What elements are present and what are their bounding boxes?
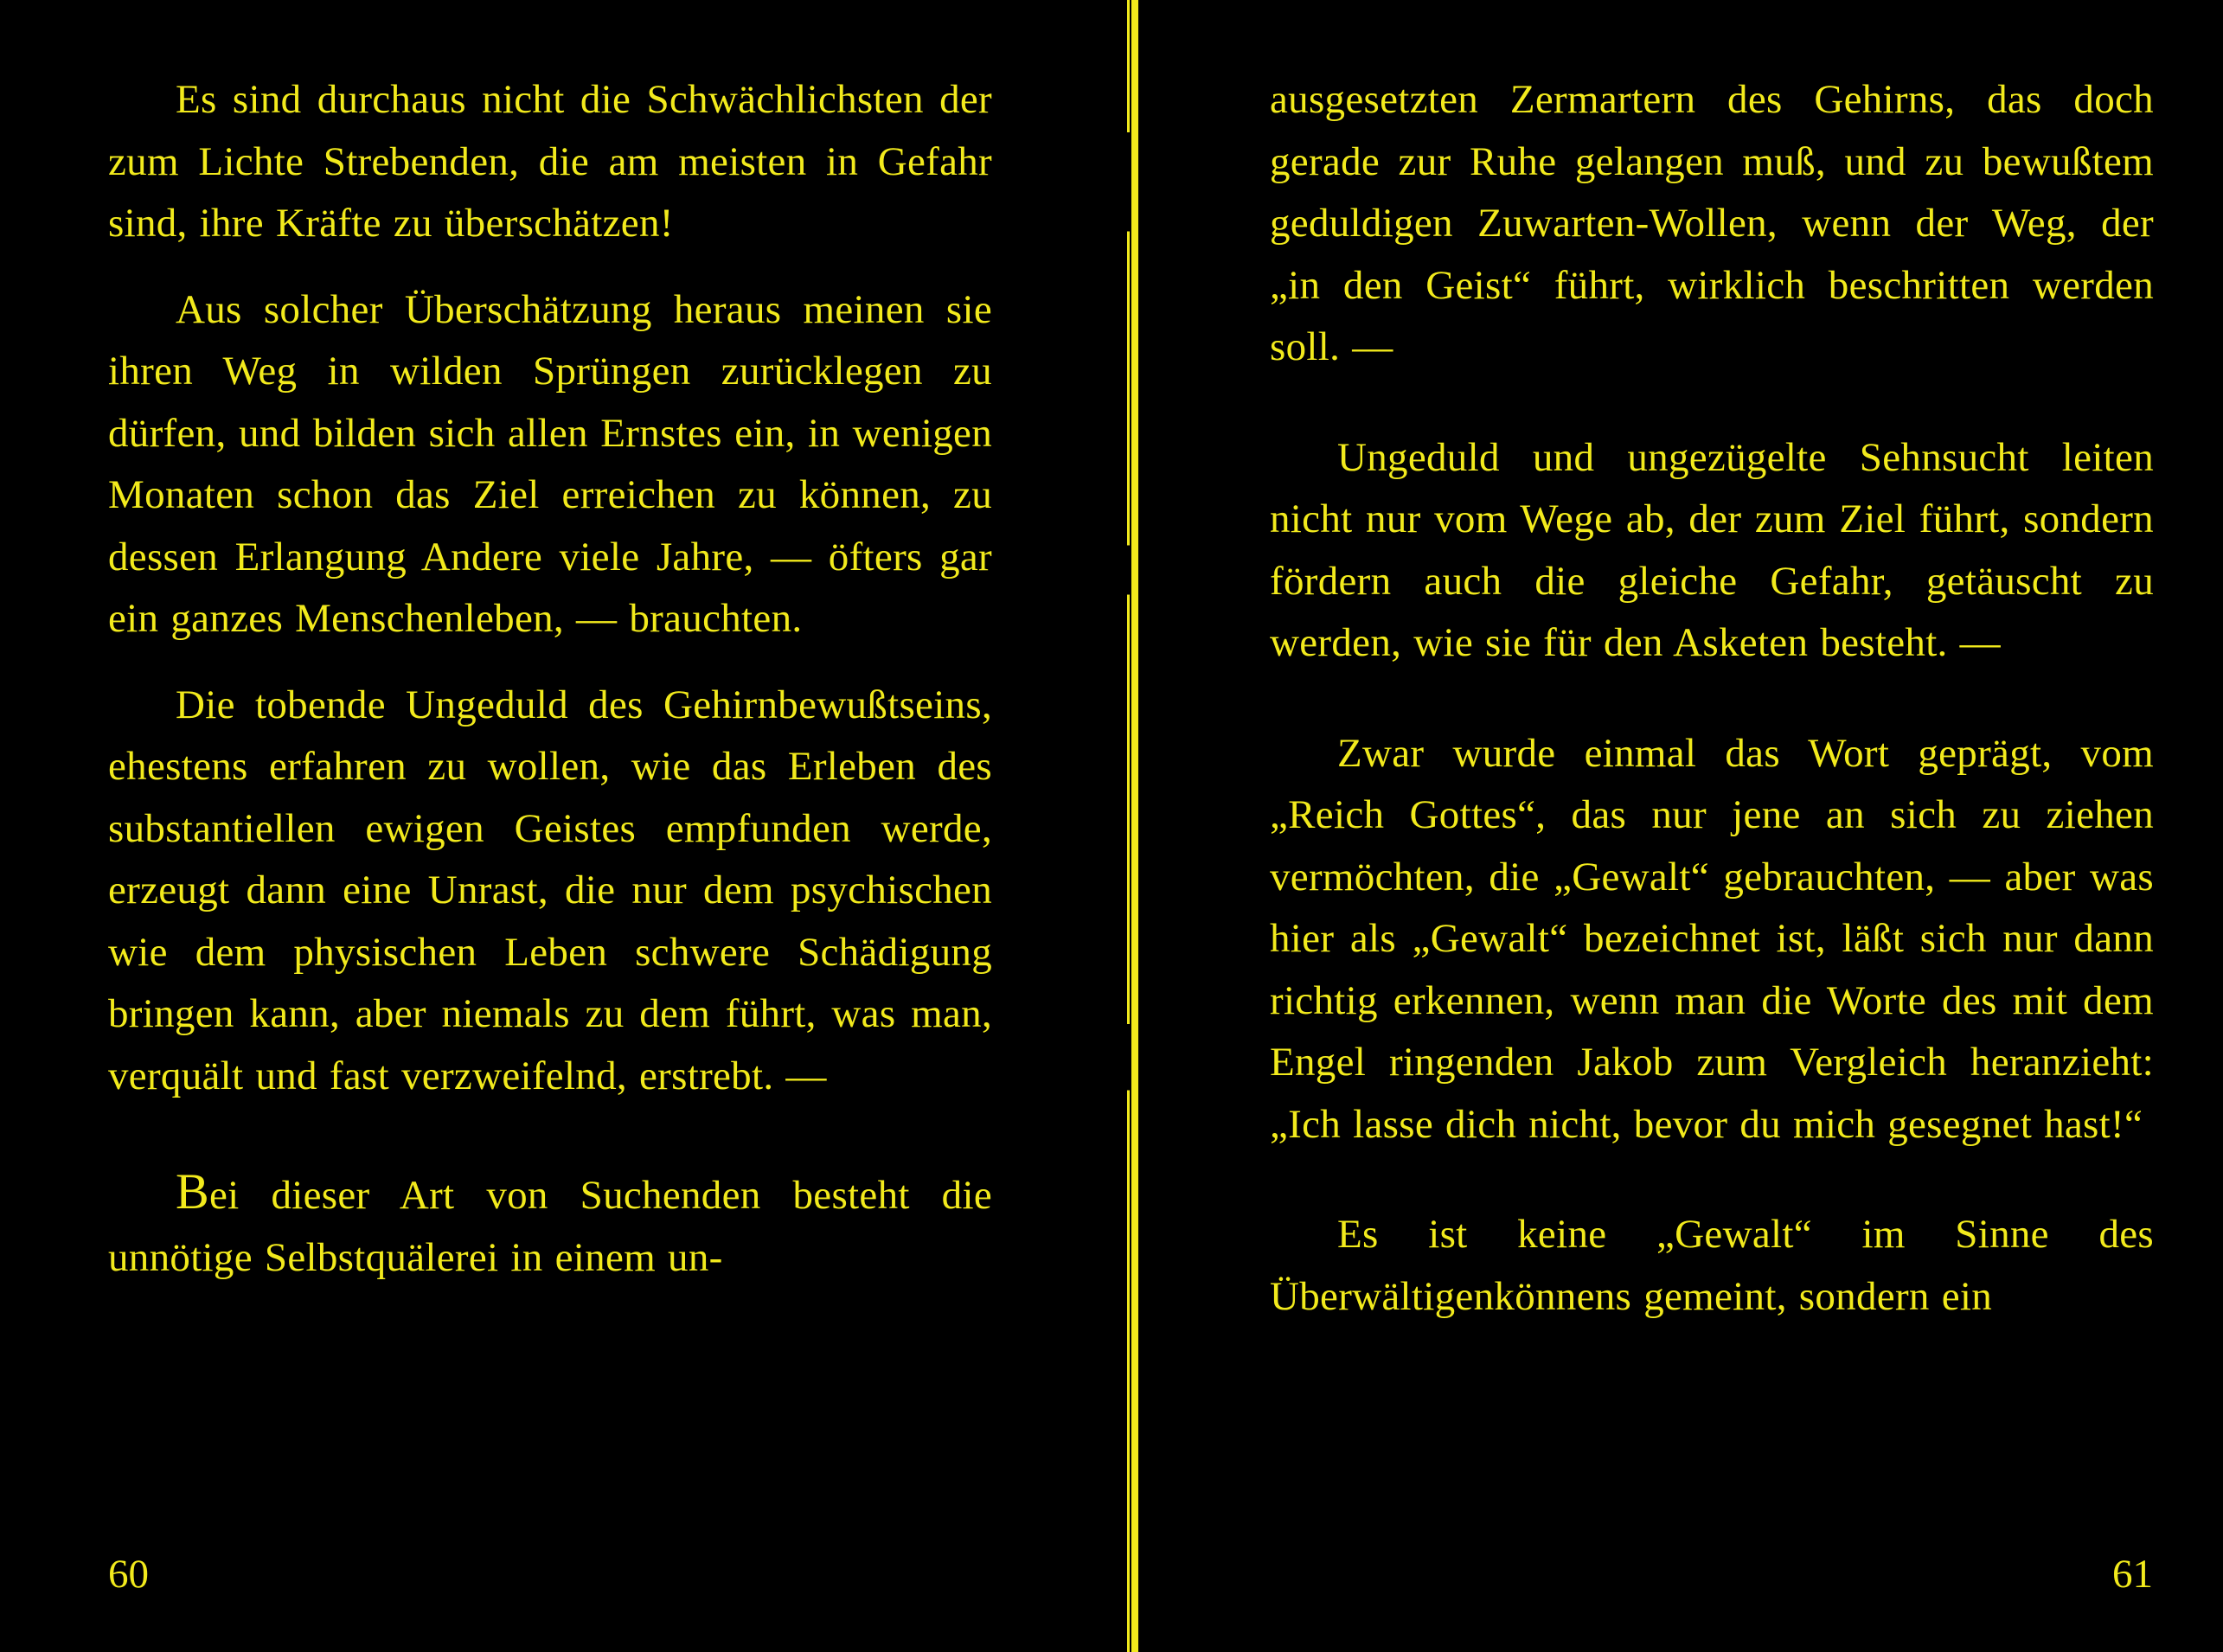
page-number-left: 60 [108, 1552, 149, 1597]
right-paragraph-continuation: ausgesetzten Zermartern des Gehirns, das doch gerade zur Ruhe gelangen muß, und zu bewußtem geduldigen Zuwarten-Wollen, wenn der Weg, der „in den Geist“ führt, wirklich beschritten werden soll. — [1270, 77, 2154, 369]
left-page [108, 69, 992, 1289]
drop-cap: B [176, 1163, 209, 1220]
left-paragraph-4-text: ei dieser Art von Suchenden besteht die unnötige Selbstquälerei in einem un- [108, 1173, 992, 1280]
page-number-right: 61 [2112, 1552, 2153, 1597]
book-gutter [1131, 0, 1138, 1652]
right-paragraph-1: Ungeduld und ungezügelte Sehnsucht leiten nicht nur vom Wege ab, der zum Ziel führt, sondern fördern auch die gleiche Gefahr, getäuscht zu werden, wie sie für den Asketen besteht. — [1270, 434, 2154, 665]
left-paragraph-2: Aus solcher Überschätzung heraus meinen sie ihren Weg in wilden Sprüngen zurücklegen zu dürfen, und bilden sich allen Ernstes ein, in wenigen Monaten schon das Ziel erreichen zu können, zu dessen Erlangung Andere viele Jahre, — öfters gar ein ganzes Menschenleben, — brauchten. [108, 286, 992, 641]
left-paragraph-4 [108, 1161, 992, 1289]
right-page [1270, 69, 2154, 1328]
left-paragraph-1: Es sind durchaus nicht die Schwächlichsten der zum Lichte Strebenden, die am meisten in Gefahr sind, ihre Kräfte zu überschätzen! [108, 77, 992, 246]
right-paragraph-2: Zwar wurde einmal das Wort geprägt, vom „Reich Gottes“, das nur jene an sich zu ziehen vermöchten, die „Gewalt“ gebrauchten, — aber was hier als „Gewalt“ bezeichnet ist, läßt sich nur dann richtig erkennen, wenn man die Worte des mit dem Engel ringenden Jakob zum Vergleich heranzieht: „Ich lasse dich nicht, bevor du mich gesegnet hast!“ [1270, 730, 2154, 1147]
left-paragraph-3: Die tobende Ungeduld des Gehirnbewußtseins, ehestens erfahren zu wollen, wie das Erleben des substantiellen ewigen Geistes empfunden werde, erzeugt dann eine Unrast, die nur dem psychischen wie dem physischen Leben schwere Schädigung bringen kann, aber niemals zu dem führt, was man, verquält und fast verzweifelnd, erstrebt. — [108, 682, 992, 1098]
gutter-shadow [1127, 0, 1130, 1652]
right-paragraph-3: Es ist keine „Gewalt“ im Sinne des Überwältigenkönnens gemeint, sondern ein [1270, 1212, 2154, 1319]
